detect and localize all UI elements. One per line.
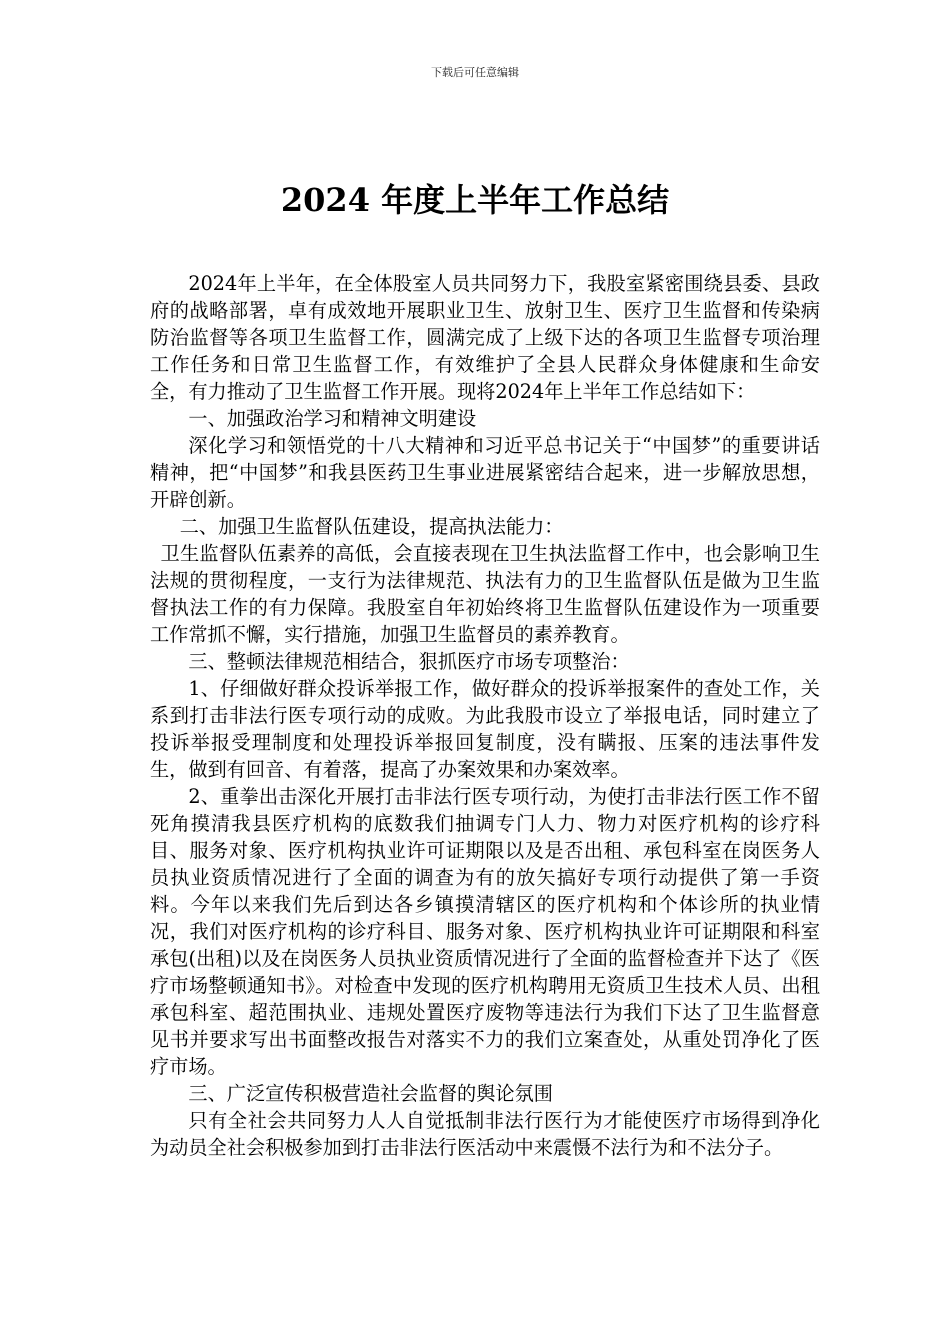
- paragraph-section-1: 深化学习和领悟党的十八大精神和习近平总书记关于“中国梦”的重要讲话精神，把“中国梦”和我县医药卫生事业进展紧密结合起来，进一步解放思想，开辟创新。: [150, 434, 820, 511]
- section-heading-3: 三、整顿法律规范相结合，狠抓医疗市场专项整治：: [188, 650, 630, 673]
- paragraph-item-1: 1、仔细做好群众投诉举报工作，做好群众的投诉举报案件的查处工作，关系到打击非法行医专项行动的成败。为此我股市设立了举报电话，同时建立了投诉举报受理制度和处理投诉举报回复制度，没有瞒报、压案的违法事件发生，做到有回音、有着落，提高了办案效果和办案效率。: [150, 677, 820, 781]
- section-heading-4: 三、广泛宣传积极营造社会监督的舆论氛围: [188, 1082, 553, 1105]
- paragraph-section-4: 只有全社会共同努力人人自觉抵制非法行医行为才能使医疗市场得到净化为动员全社会积极参加到打击非法行医活动中来震慑不法行为和不法分子。: [150, 1109, 820, 1159]
- paragraph-item-2: 2、重拳出击深化开展打击非法行医专项行动，为使打击非法行医工作不留死角摸清我县医疗机构的底数我们抽调专门人力、物力对医疗机构的诊疗科目、服务对象、医疗机构执业许可证期限以及是否出租、承包科室在岗医务人员执业资质情况进行了全面的调查为有的放矢搞好专项行动提供了第一手资料。今年以来我们先后到达各乡镇摸清辖区的医疗机构和个体诊所的执业情况，我们对医疗机构的诊疗科目、服务对象、医疗机构执业许可证期限和科室承包(出租)以及在岗医务人员执业资质情况进行了全面的监督检查并下达了《医疗市场整顿通知书》。对检查中发现的医疗机构聘用无资质卫生技术人员、出租承包科室、超范围执业、违规处置医疗废物等违法行为我们下达了卫生监督意见书并要求写出书面整改报告对落实不力的我们立案查处，从重处罚净化了医疗市场。: [150, 785, 820, 1078]
- paragraph-section-2: 卫生监督队伍素养的高低，会直接表现在卫生执法监督工作中，也会影响卫生法规的贯彻程度，一支行为法律规范、执法有力的卫生监督队伍是做为卫生监督执法工作的有力保障。我股室自年初始终将卫生监督队伍建设作为一项重要工作常抓不懈，实行措施，加强卫生监督员的素养教育。: [150, 542, 820, 646]
- document-title: 2024 年度上半年工作总结: [280, 181, 670, 219]
- paragraph-intro: 2024年上半年，在全体股室人员共同努力下，我股室紧密围绕县委、县政府的战略部署，卓有成效地开展职业卫生、放射卫生、医疗卫生监督和传染病防治监督等各项卫生监督工作，圆满完成了上级下达的各项卫生监督专项治理工作任务和日常卫生监督工作，有效维护了全县人民群众身体健康和生命安全，有力推动了卫生监督工作开展。现将2024年上半年工作总结如下：: [150, 272, 820, 403]
- section-heading-2: 二、加强卫生监督队伍建设，提高执法能力：: [179, 515, 564, 538]
- page-header-note: 下载后可任意编辑: [431, 66, 519, 79]
- section-heading-1: 一、加强政治学习和精神文明建设: [188, 407, 477, 430]
- document-body: [150, 270, 820, 1161]
